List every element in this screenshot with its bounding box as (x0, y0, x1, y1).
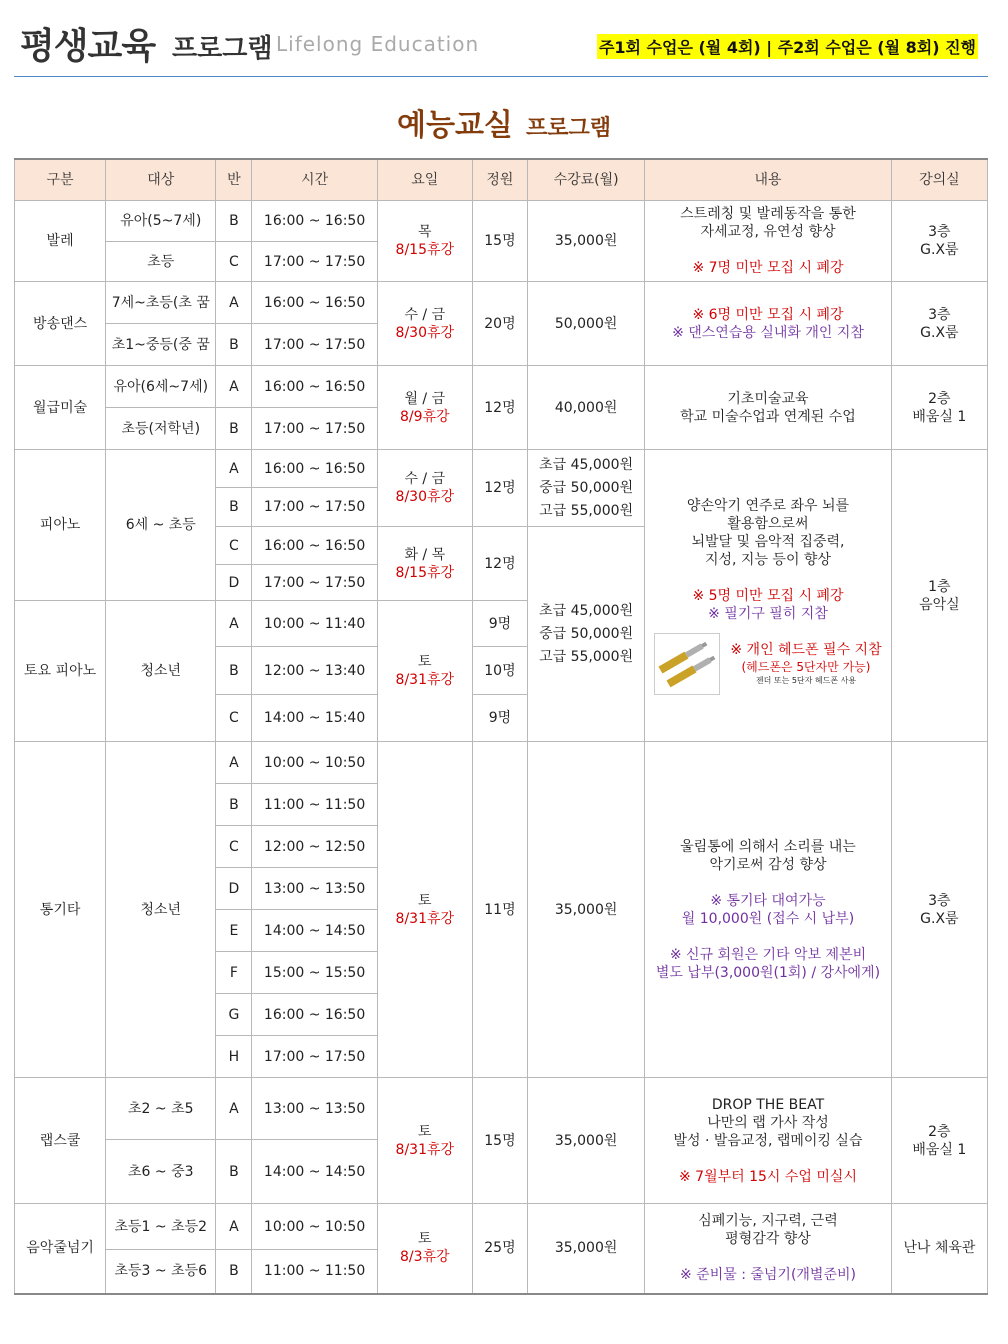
content-line: ※ 신규 회원은 기타 악보 제본비 (669, 946, 867, 963)
capacity-cell: 10명 (472, 647, 527, 695)
room-line: G.X룸 (920, 242, 959, 258)
time-cell: 17:00 ~ 17:50 (252, 408, 377, 450)
capacity-cell: 12명 (472, 366, 527, 450)
capacity-cell: 9명 (472, 601, 527, 647)
headphone-note-text (730, 642, 881, 686)
time-cell: 10:00 ~ 11:40 (252, 601, 377, 647)
class-cell: B (216, 1140, 252, 1204)
fee-cell (528, 450, 645, 527)
content-line: ※ 통기타 대여가능 (710, 892, 826, 909)
fee-cell: 35,000원 (528, 201, 645, 282)
table-row (15, 742, 988, 784)
time-cell: 14:00 ~ 14:50 (252, 1140, 377, 1204)
col-target: 대상 (106, 159, 216, 201)
fee-line: 초급 45,000원 (539, 456, 634, 473)
program-name: 랩스쿨 (15, 1078, 106, 1204)
time-cell: 16:00 ~ 16:50 (252, 366, 377, 408)
fee-cell: 35,000원 (528, 1078, 645, 1204)
day-cell (377, 527, 472, 601)
col-fee: 수강료(월) (528, 159, 645, 201)
content-line: 젠더 또는 5단자 헤드폰 사용 (755, 675, 857, 685)
header-english: Lifelong Education (276, 32, 480, 56)
day-text: 수 / 금 (404, 471, 446, 487)
class-cell: C (216, 826, 252, 868)
room-line: 음악실 (919, 596, 960, 613)
class-cell: A (216, 742, 252, 784)
fee-line: 초급 45,000원 (539, 602, 634, 619)
time-cell: 12:00 ~ 13:40 (252, 647, 377, 695)
content-line: ※ 준비물 : 줄넘기(개별준비) (680, 1267, 856, 1284)
class-cell: D (216, 565, 252, 601)
room-line: G.X룸 (920, 324, 959, 341)
class-cell: D (216, 868, 252, 910)
class-cell: A (216, 366, 252, 408)
fee-cell: 50,000원 (528, 282, 645, 366)
day-cell (377, 1204, 472, 1294)
content-line: 나만의 랩 가사 작성 (707, 1114, 829, 1131)
program-name: 월급미술 (15, 366, 106, 450)
fee-cell: 35,000원 (528, 742, 645, 1078)
day-cell (377, 601, 472, 742)
time-cell: 17:00 ~ 17:50 (252, 488, 377, 527)
content-line: 발성 · 발음교정, 랩메이킹 실습 (673, 1132, 863, 1149)
day-text: 목 (418, 224, 432, 240)
class-cell: B (216, 647, 252, 695)
content-line: ※ 댄스연습용 실내화 개인 지참 (672, 324, 864, 341)
time-cell: 10:00 ~ 10:50 (252, 1204, 377, 1250)
content-line: 자세교정, 유연성 향상 (700, 224, 836, 240)
fee-cell (528, 527, 645, 742)
day-cell (377, 742, 472, 1078)
program-table (14, 158, 988, 1295)
class-cell: B (216, 488, 252, 527)
room-line: 3층 (928, 306, 951, 323)
content-cell (645, 366, 892, 450)
table-row (15, 201, 988, 242)
class-cell: B (216, 408, 252, 450)
content-line: 스트레칭 및 발레동작을 통한 (680, 206, 856, 222)
room-cell (891, 282, 987, 366)
col-content: 내용 (645, 159, 892, 201)
content-line: 학교 미술수업과 연계된 수업 (680, 408, 856, 425)
page-header (14, 14, 988, 77)
class-cell: B (216, 1250, 252, 1294)
target-cell: 유아(5~7세) (106, 201, 216, 242)
content-cell (645, 1204, 892, 1294)
program-name: 토요 피아노 (15, 601, 106, 742)
content-line: 지성, 지능 등이 향상 (704, 551, 831, 568)
day-text: 화 / 목 (404, 546, 446, 563)
target-cell: 초등 (106, 242, 216, 282)
closed-text: 8/3휴강 (400, 1249, 450, 1266)
capacity-cell: 25명 (472, 1204, 527, 1294)
class-cell: H (216, 1036, 252, 1078)
time-cell: 16:00 ~ 16:50 (252, 282, 377, 324)
time-cell: 11:00 ~ 11:50 (252, 784, 377, 826)
fee-line: 중급 50,000원 (539, 625, 634, 642)
time-cell: 14:00 ~ 15:40 (252, 695, 377, 742)
col-day: 요일 (377, 159, 472, 201)
table-row (15, 366, 988, 408)
day-cell (377, 450, 472, 527)
closed-text: 8/31휴강 (395, 672, 455, 688)
time-cell: 16:00 ~ 16:50 (252, 450, 377, 488)
target-cell: 초등(저학년) (106, 408, 216, 450)
headphone-note (647, 633, 889, 695)
class-cell: B (216, 201, 252, 242)
class-cell: E (216, 910, 252, 952)
content-line: ※ 필기구 필히 지참 (708, 605, 828, 622)
content-line: 심폐기능, 지구력, 근력 (698, 1213, 838, 1230)
day-cell (377, 282, 472, 366)
time-cell: 13:00 ~ 13:50 (252, 1078, 377, 1140)
target-cell: 6세 ~ 초등 (106, 450, 216, 601)
content-line: 양손악기 연주로 좌우 뇌를 (686, 497, 850, 514)
day-cell (377, 201, 472, 282)
header-subtitle: 프로그램 (172, 34, 273, 64)
target-cell: 초2 ~ 초5 (106, 1078, 216, 1140)
closed-text: 8/9휴강 (400, 408, 450, 425)
col-room: 강의실 (891, 159, 987, 201)
fee-cell: 40,000원 (528, 366, 645, 450)
capacity-cell: 20명 (472, 282, 527, 366)
capacity-cell: 15명 (472, 201, 527, 282)
col-time: 시간 (252, 159, 377, 201)
time-cell: 10:00 ~ 10:50 (252, 742, 377, 784)
room-line: 3층 (928, 892, 951, 909)
closed-text: 8/15휴강 (395, 242, 455, 258)
time-cell: 16:00 ~ 16:50 (252, 994, 377, 1036)
capacity-cell: 12명 (472, 450, 527, 527)
class-cell: F (216, 952, 252, 994)
target-cell: 7세~초등(초 꿈 (106, 282, 216, 324)
time-cell: 15:00 ~ 15:50 (252, 952, 377, 994)
room-line: G.X룸 (920, 910, 959, 927)
capacity-cell: 12명 (472, 527, 527, 601)
program-name: 통기타 (15, 742, 106, 1078)
content-cell (645, 201, 892, 282)
room-cell: 난나 체육관 (891, 1204, 987, 1294)
day-text: 월 / 금 (404, 390, 446, 407)
content-cell (645, 282, 892, 366)
closed-text: 8/30휴강 (395, 324, 455, 341)
room-cell (891, 1078, 987, 1204)
time-cell: 17:00 ~ 17:50 (252, 565, 377, 601)
content-line: (헤드폰은 5단자만 가능) (741, 659, 871, 674)
capacity-cell: 15명 (472, 1078, 527, 1204)
table-header-row (15, 159, 988, 201)
fee-line: 중급 50,000원 (539, 479, 634, 496)
class-cell: C (216, 527, 252, 565)
room-cell (891, 366, 987, 450)
content-line: ※ 7월부터 15시 수업 미실시 (679, 1168, 857, 1185)
class-cell: A (216, 1204, 252, 1250)
class-cell: B (216, 784, 252, 826)
page-title-sub: 프로그램 (526, 116, 612, 141)
program-name: 발레 (15, 201, 106, 282)
content-line: 별도 납부(3,000원(1회) / 강사에게) (655, 964, 881, 981)
program-name: 방송댄스 (15, 282, 106, 366)
content-line: ※ 7명 미만 모집 시 폐강 (692, 260, 844, 276)
class-cell: C (216, 242, 252, 282)
time-cell: 17:00 ~ 17:50 (252, 324, 377, 366)
time-cell: 17:00 ~ 17:50 (252, 242, 377, 282)
room-line: 3층 (928, 224, 951, 240)
target-cell: 청소년 (106, 742, 216, 1078)
time-cell: 17:00 ~ 17:50 (252, 1036, 377, 1078)
time-cell: 16:00 ~ 16:50 (252, 527, 377, 565)
day-text: 토 (418, 1123, 432, 1140)
content-line: ※ 6명 미만 모집 시 폐강 (692, 306, 844, 323)
fee-line: 고급 55,000원 (539, 648, 634, 665)
target-cell: 청소년 (106, 601, 216, 742)
room-cell (891, 742, 987, 1078)
content-line: ※ 개인 헤드폰 필수 지참 (730, 641, 882, 658)
content-line: 평형감각 향상 (725, 1231, 811, 1248)
class-cell: A (216, 450, 252, 488)
col-capacity: 정원 (472, 159, 527, 201)
closed-text: 8/30휴강 (395, 489, 455, 505)
page-title-main: 예능교실 (396, 108, 513, 143)
day-cell (377, 1078, 472, 1204)
room-line: 배움실 1 (912, 1141, 967, 1158)
page-title (0, 100, 1008, 144)
fee-cell: 35,000원 (528, 1204, 645, 1294)
day-text: 수 / 금 (404, 306, 446, 323)
target-cell: 초등3 ~ 초등6 (106, 1250, 216, 1294)
class-cell: A (216, 282, 252, 324)
class-cell: A (216, 1078, 252, 1140)
content-cell (645, 1078, 892, 1204)
target-cell: 유아(6세~7세) (106, 366, 216, 408)
content-line: DROP THE BEAT (711, 1096, 825, 1113)
header-note: 주1회 수업은 (월 4회) | 주2회 수업은 (월 8회) 진행 (597, 34, 978, 59)
closed-text: 8/31휴강 (395, 910, 455, 927)
table-row (15, 1078, 988, 1140)
target-cell: 초등1 ~ 초등2 (106, 1204, 216, 1250)
time-cell: 14:00 ~ 14:50 (252, 910, 377, 952)
class-cell: G (216, 994, 252, 1036)
target-cell: 초6 ~ 중3 (106, 1140, 216, 1204)
class-cell: C (216, 695, 252, 742)
table-row (15, 282, 988, 324)
day-text: 토 (418, 654, 432, 670)
class-cell: A (216, 601, 252, 647)
col-category: 구분 (15, 159, 106, 201)
day-cell (377, 366, 472, 450)
content-line: 활용함으로써 (727, 515, 809, 532)
content-cell (645, 450, 892, 742)
capacity-cell: 11명 (472, 742, 527, 1078)
content-line: 악기로써 감성 향상 (709, 856, 827, 873)
content-line: 울림통에 의해서 소리를 내는 (680, 838, 856, 855)
headphone-jack-icon (654, 633, 720, 695)
table-row (15, 450, 988, 488)
time-cell: 16:00 ~ 16:50 (252, 201, 377, 242)
room-cell (891, 201, 987, 282)
time-cell: 13:00 ~ 13:50 (252, 868, 377, 910)
program-name: 음악줄넘기 (15, 1204, 106, 1294)
day-text: 토 (418, 892, 432, 909)
content-line: 월 10,000원 (접수 시 납부) (681, 910, 855, 927)
fee-line: 고급 55,000원 (539, 502, 634, 519)
closed-text: 8/31휴강 (395, 1141, 455, 1158)
col-class: 반 (216, 159, 252, 201)
capacity-cell: 9명 (472, 695, 527, 742)
time-cell: 11:00 ~ 11:50 (252, 1250, 377, 1294)
content-line: ※ 5명 미만 모집 시 폐강 (692, 587, 844, 604)
room-line: 2층 (928, 1123, 951, 1140)
content-line: 기초미술교육 (727, 390, 809, 407)
table-row (15, 1204, 988, 1250)
class-cell: B (216, 324, 252, 366)
room-line: 배움실 1 (912, 408, 967, 425)
program-name: 피아노 (15, 450, 106, 601)
room-cell (891, 450, 987, 742)
closed-text: 8/15휴강 (395, 564, 455, 581)
content-line: 뇌발달 및 음악적 집중력, (691, 533, 845, 550)
content-cell (645, 742, 892, 1078)
time-cell: 12:00 ~ 12:50 (252, 826, 377, 868)
day-text: 토 (418, 1231, 432, 1248)
header-title: 평생교육 (20, 26, 156, 67)
target-cell: 초1~중등(중 꿈 (106, 324, 216, 366)
room-line: 2층 (928, 390, 951, 407)
room-line: 1층 (928, 578, 951, 595)
